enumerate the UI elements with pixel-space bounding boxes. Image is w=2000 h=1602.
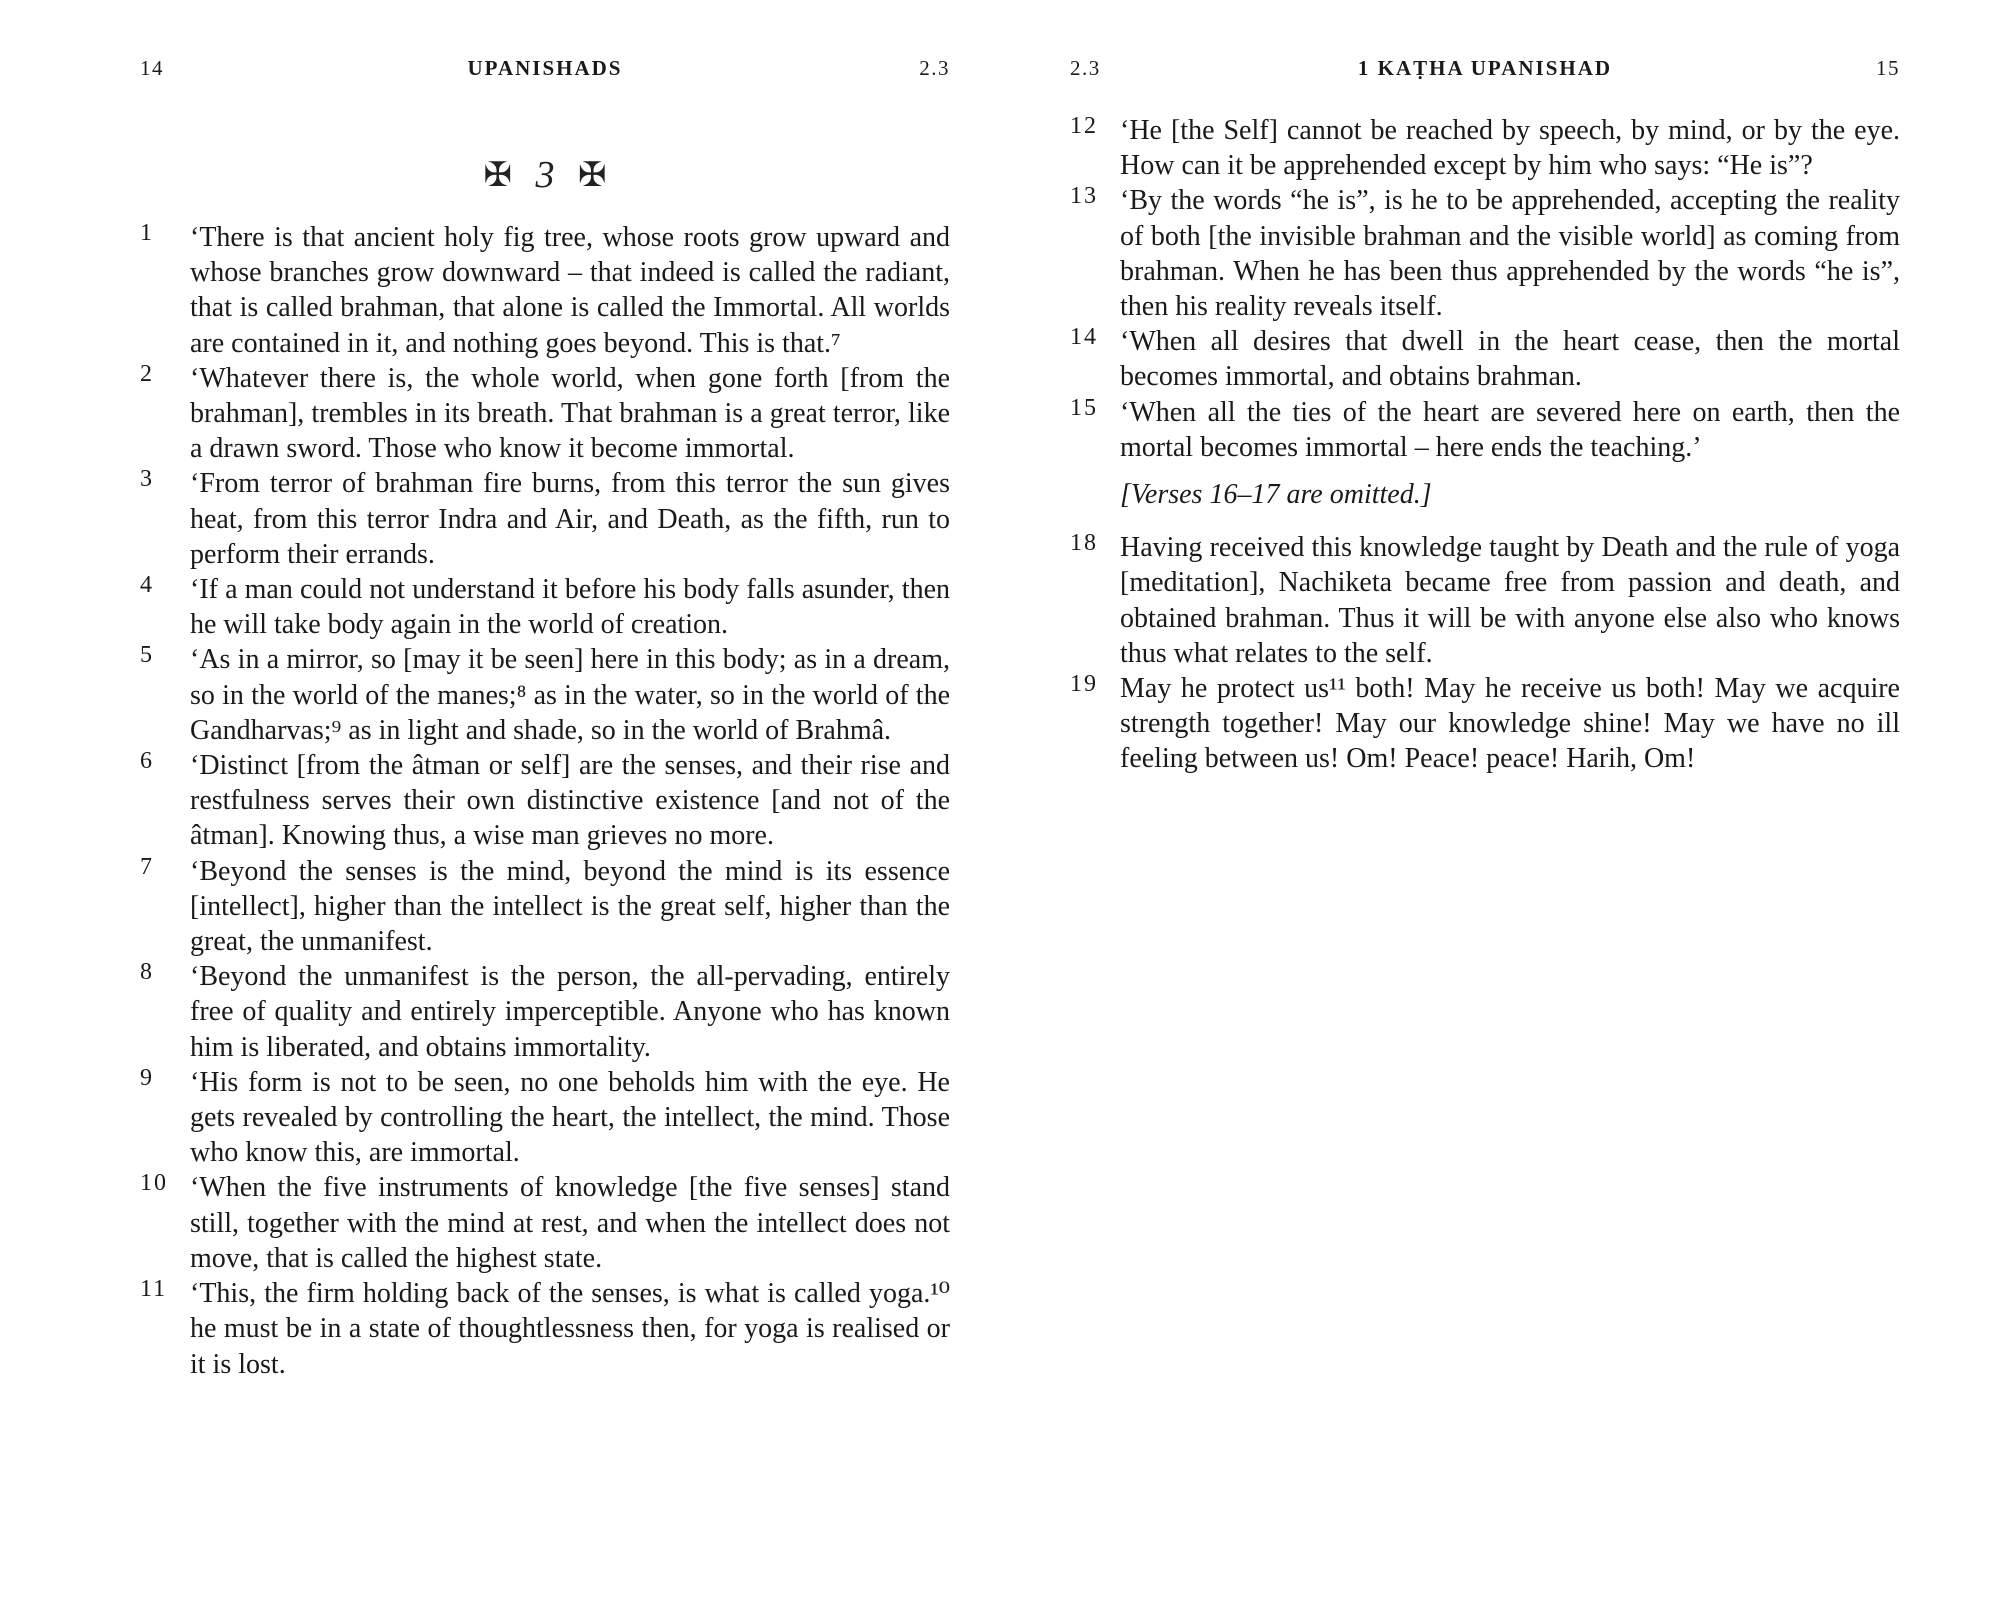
verse-text: ‘When all desires that dwell in the heart cease, then the mortal becomes immortal, and obtains brahman. <box>1120 326 1900 393</box>
verse-text: ‘Beyond the senses is the mind, beyond the mind is its essence [intellect], higher than the intellect is the great self, higher than the great, the unmanifest. <box>190 855 950 958</box>
editor-note-text: [Verses 16–17 are omitted.] <box>1120 479 1432 511</box>
chapter-ornament <box>140 150 950 197</box>
right-flourish-icon: ✠ <box>578 157 607 195</box>
verse <box>140 361 950 467</box>
left-verse-list <box>140 220 950 1382</box>
verse-number: 14 <box>1070 324 1098 351</box>
verse-number: 4 <box>140 572 154 599</box>
verse-number: 6 <box>140 748 154 775</box>
right-page-number: 15 <box>1876 56 1900 80</box>
verse-text: ‘There is that ancient holy fig tree, whose roots grow upward and whose branches grow downward – that indeed is called the radiant, that is called brahman, that alone is called the Immortal. All worlds are contained in it, and nothing goes beyond. This is that.⁷ <box>190 222 950 359</box>
verse <box>1070 671 1900 777</box>
verse-text: ‘As in a mirror, so [may it be seen] here in this body; as in a dream, so in the world of the manes;⁸ as in the water, so in the world of the Gandharvas;⁹ as in light and shade, so in the world of Brahmâ. <box>190 644 950 746</box>
verse-text: ‘Beyond the unmanifest is the person, the all-pervading, entirely free of quality and entirely imperceptible. Anyone who has known him is liberated, and obtains immortality. <box>190 961 950 1063</box>
verse-number: 13 <box>1070 183 1098 210</box>
verse-text: ‘Distinct [from the âtman or self] are the senses, and their rise and restfulness serves their own distinctive existence [and not of the âtman]. Knowing thus, a wise man grieves no more. <box>190 750 950 852</box>
verse <box>140 466 950 572</box>
right-verse-list <box>1070 113 1900 777</box>
verse <box>140 642 950 748</box>
verse-number: 12 <box>1070 113 1098 139</box>
verse-text: ‘When all the ties of the heart are severed here on earth, then the mortal becomes immortal – here ends the teaching.’ <box>1120 396 1900 463</box>
left-running-title: UPANISHADS <box>467 56 623 80</box>
left-running-head <box>140 56 950 96</box>
right-section-number: 2.3 <box>1070 56 1101 80</box>
verse-number: 8 <box>140 959 154 986</box>
verse-text: Having received this knowledge taught by Death and the rule of yoga [meditation], Nachiketa became free from passion and death, and obtained brahman. Thus it will be with anyone else also who knows thus what relates to the self. <box>1120 532 1900 669</box>
verse-text: ‘When the five instruments of knowledge [the five senses] stand still, together with the mind at rest, and when the intellect does not move, that is called the highest state. <box>190 1172 950 1274</box>
verse <box>140 220 950 361</box>
verse-number: 15 <box>1070 394 1098 421</box>
verse-number: 7 <box>140 853 154 880</box>
verse-text: ‘By the words “he is”, is he to be apprehended, accepting the reality of both [the invisible brahman and the visible world] as coming from brahman. When he has been thus apprehended by the words “he is”, then his reality reveals itself. <box>1120 185 1900 323</box>
verse <box>1070 183 1900 324</box>
verse <box>140 854 950 960</box>
verse-text: ‘Whatever there is, the whole world, when gone forth [from the brahman], trembles in its breath. That brahman is a great terror, like a drawn sword. Those who know it become immortal. <box>190 362 950 465</box>
verse <box>140 748 950 854</box>
verse <box>140 1065 950 1171</box>
verse-text: ‘From terror of brahman fire burns, from this terror the sun gives heat, from this terror Indra and Air, and Death, as the fifth, run to perform their errands. <box>190 468 950 570</box>
right-running-title: 1 KAṬHA UPANISHAD <box>1357 56 1613 80</box>
verse-number: 18 <box>1070 530 1098 557</box>
left-flourish-icon: ✠ <box>483 157 512 195</box>
left-section-number: 2.3 <box>919 56 950 80</box>
verse <box>1070 530 1900 671</box>
verse-text: ‘If a man could not understand it before his body falls asunder, then he will take body again in the world of creation. <box>190 574 950 641</box>
right-running-head <box>1070 56 1900 96</box>
chapter-number: 3 <box>535 154 555 197</box>
right-page <box>1070 0 1900 1602</box>
verse-number: 1 <box>140 220 154 246</box>
verse <box>1070 395 1900 465</box>
left-page <box>140 0 950 1602</box>
verse <box>140 1170 950 1276</box>
verse-text: ‘This, the firm holding back of the senses, is what is called yoga.¹⁰ he must be in a state of thoughtlessness then, for yoga is realised or it is lost. <box>190 1278 950 1380</box>
left-page-number: 14 <box>140 56 164 80</box>
verse <box>1070 113 1900 183</box>
verse-number: 9 <box>140 1064 154 1091</box>
verse <box>140 1276 950 1382</box>
verse-number: 3 <box>140 466 154 493</box>
verse <box>1070 324 1900 394</box>
verse-number: 5 <box>140 642 154 669</box>
verse-text: ‘His form is not to be seen, no one beholds him with the eye. He gets revealed by controlling the heart, the intellect, the mind. Those who know this, are immortal. <box>190 1066 950 1169</box>
verse-number: 10 <box>140 1170 168 1197</box>
verse <box>140 572 950 642</box>
verse <box>140 959 950 1065</box>
verse-number: 19 <box>1070 671 1098 698</box>
verse-text: May he protect us¹¹ both! May he receive us both! May we acquire strength together! May our knowledge shine! May we have no ill feeling between us! Om! Peace! peace! Harih, Om! <box>1120 673 1900 775</box>
verse-number: 2 <box>140 360 154 387</box>
verse-text: ‘He [the Self] cannot be reached by speech, by mind, or by the eye. How can it be apprehended except by him who says: “He is”? <box>1120 115 1900 182</box>
verse-number: 11 <box>140 1276 168 1303</box>
editor-note <box>1070 477 1900 512</box>
